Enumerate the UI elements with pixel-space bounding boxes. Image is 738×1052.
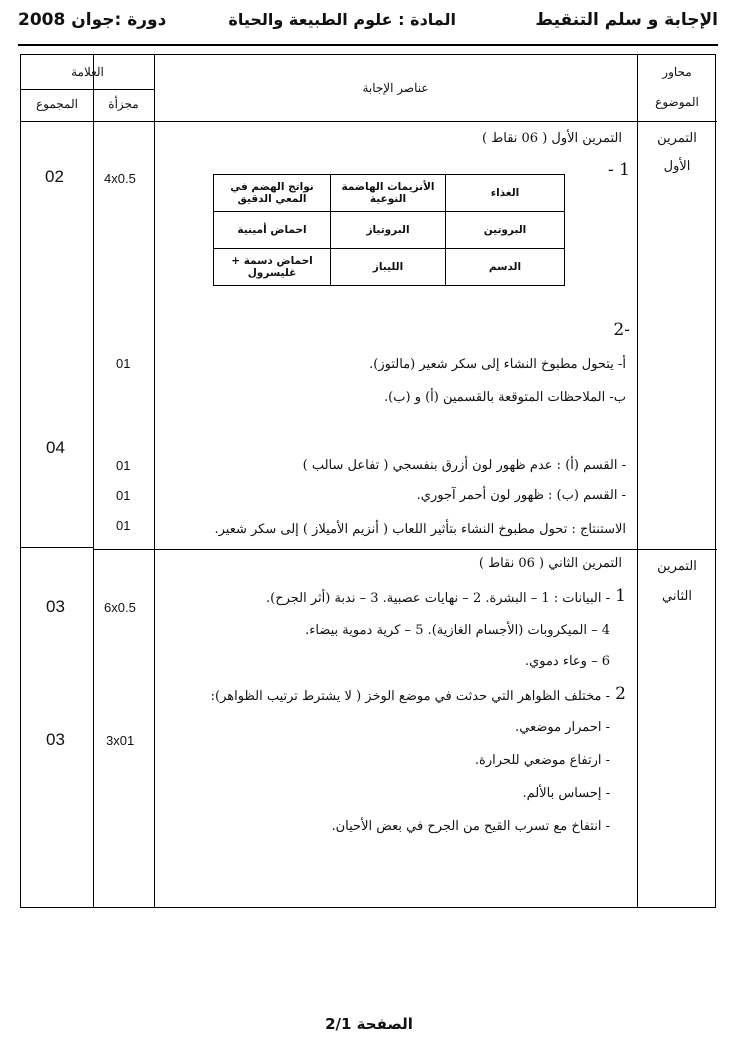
total-header: المجموع [36,97,78,111]
table-row [214,212,565,249]
ex2-axis-1: التمرين [657,559,697,574]
mark-part-ex2-q1: 6x0.5 [104,600,136,615]
table-header-food: الغذاء [446,175,565,212]
divider-partial-answer [154,55,155,907]
grade-header: العلامة [71,65,104,79]
ex1-answer-a: أ- يتحول مطبوخ النشاء إلى سكر شعير (مالتوز). [369,357,626,372]
ex2-q2-number: 2 [615,684,626,704]
session-title: دورة :جوان 2008 [18,10,167,30]
table-header-enzymes: الأنزيمات الهاضمة النوعية [331,175,446,212]
ex1-q2-number: -2 [613,320,630,340]
divider-answer-axes [637,55,638,907]
ex2-phenomenon-4: - انتفاخ مع تسرب القيح من الجرح في بعض الأحيان. [331,819,610,834]
digestion-table [213,174,565,286]
table-row [214,175,565,212]
ex2-q1-number: 1 [615,586,626,606]
ex1-section-b: - القسم (ب) : ظهور لون أحمر آجوري. [416,488,626,503]
ex1-title: التمرين الأول ( 06 نقاط ) [482,131,622,146]
table-row [214,249,565,286]
mark-part-ex1-sa: 01 [116,458,131,473]
divider-grade-sub [21,89,154,90]
mark-total-ex1-q2: 04 [46,438,65,457]
table-cell: احماض دسمة + غليسرول [214,249,331,286]
ex2-phenomenon-3: - إحساس بالألم. [522,786,610,801]
partial-header: مجزأة [108,97,139,111]
mark-part-ex2-q2: 3x01 [106,733,135,748]
ex1-answer-b: ب- الملاحظات المتوقعة بالقسمين (أ) و (ب). [384,390,626,405]
ex2-phenomenon-2: - ارتفاع موضعي للحرارة. [474,753,610,768]
page-number: الصفحة 2/1 [325,1015,413,1033]
mark-part-ex1-c: 01 [116,518,131,533]
table-header-products: نواتج الهضم في المعي الدقيق [214,175,331,212]
table-cell: الليباز [331,249,446,286]
ex2-q1-line3: 6 – وعاء دموي. [524,654,610,669]
subject-title: المادة : علوم الطبيعة والحياة [228,10,456,29]
ex1-section-a: - القسم (أ) : عدم ظهور لون أزرق بنفسجي ( تفاعل سالب ) [302,458,626,473]
divider-ex1-ex2-total [21,547,93,548]
axes-header-2: الموضوع [655,95,699,109]
header-divider [18,44,718,46]
answer-title: الإجابة و سلم التنقيط [535,10,718,30]
mark-part-ex1-q1: 4x0.5 [104,171,136,186]
axes-header-1: محاور [662,65,692,79]
mark-total-ex1-q1: 02 [45,167,64,186]
divider-ex1-ex2 [93,549,717,550]
divider-total-partial [93,55,94,907]
mark-part-ex1-sb: 01 [116,488,131,503]
ex1-axis-2: الأول [663,159,691,174]
ex2-phenomenon-1: - احمرار موضعي. [515,720,610,735]
table-cell: البروتين [446,212,565,249]
ex2-q1-line1: - البيانات : 1 – البشرة. 2 – نهايات عصبية. 3 – ندبة (أثر الجرح). [265,591,610,606]
ex1-q1-number: 1 - [608,160,630,180]
ex2-q1-line2: 4 – الميكروبات (الأجسام الغازية). 5 – كرية دموية بيضاء. [305,623,610,638]
ex2-axis-2: الثاني [662,589,692,604]
ex1-axis-1: التمرين [657,131,697,146]
mark-total-ex2-q2: 03 [46,730,65,749]
ex2-title: التمرين الثاني ( 06 نقاط ) [478,556,622,571]
mark-part-ex1-a: 01 [116,356,131,371]
table-cell: الدسم [446,249,565,286]
table-cell: احماض أمينية [214,212,331,249]
divider-header-row [21,121,717,122]
answer-elements-header: عناصر الإجابة [362,81,429,95]
ex1-conclusion: الاستنتاج : تحول مطبوخ النشاء بتأثير اللعاب ( أنزيم الأميلاز ) إلى سكر شعير. [214,522,626,537]
ex2-q2-line: - مختلف الظواهر التي حدثت في موضع الوخز ( لا يشترط ترتيب الظواهر): [210,689,610,704]
mark-total-ex2-q1: 03 [46,597,65,616]
table-cell: البروتياز [331,212,446,249]
